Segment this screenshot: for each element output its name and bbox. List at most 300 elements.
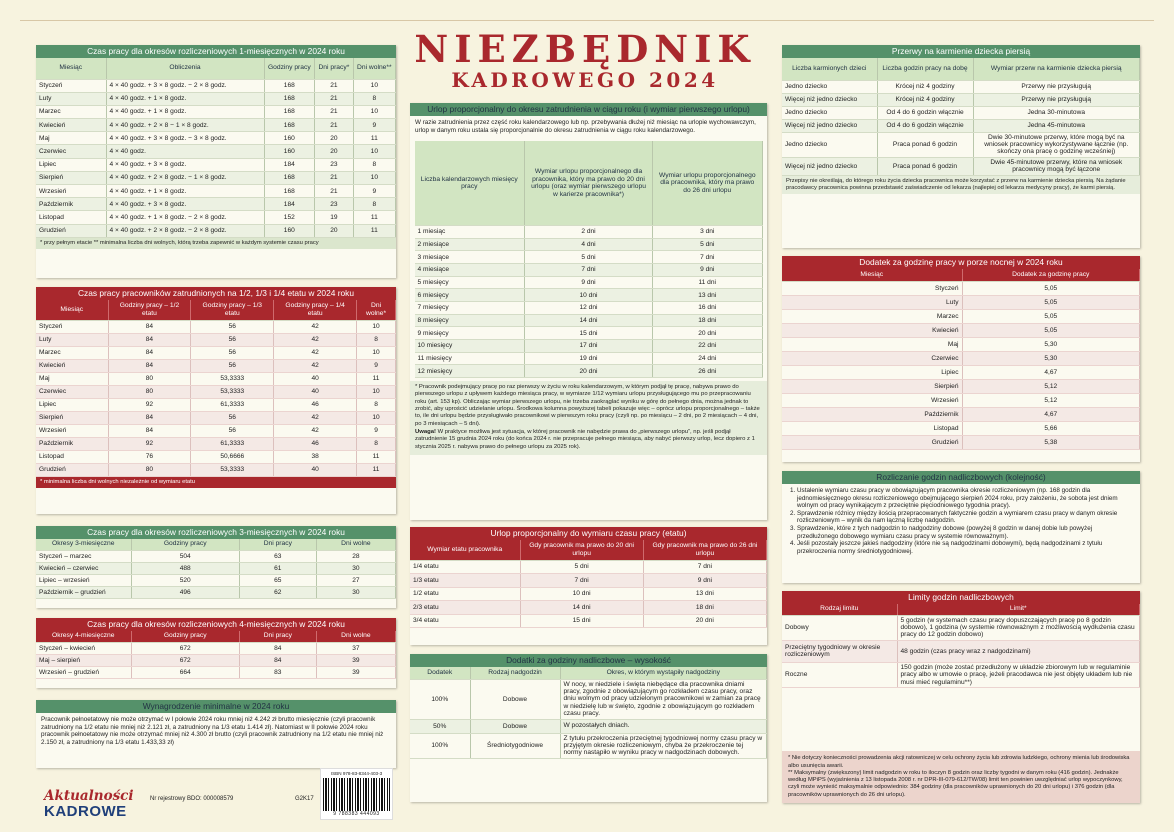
table-cell: 168	[264, 105, 315, 118]
table-cell: 9 dni	[653, 263, 763, 276]
table-row	[410, 601, 767, 615]
table-row	[782, 157, 1140, 175]
table-cell: Od 4 do 6 godzin włącznie	[877, 106, 973, 119]
table-row	[415, 340, 763, 353]
table-cell: 56	[191, 411, 274, 424]
panel-overtime-limits	[782, 591, 1140, 803]
table-cell: 16 dni	[653, 302, 763, 315]
table-cell: Styczeń – kwiecień	[36, 642, 131, 654]
table-cell: 83	[239, 666, 316, 678]
table-cell: Dobowy	[782, 615, 897, 640]
table-cell: 9 dni	[643, 574, 766, 588]
table-cell: 8	[357, 437, 396, 450]
column-header: Obliczenia	[106, 58, 264, 79]
table-cell: 37	[316, 642, 395, 654]
table-cell: 5,30	[962, 337, 1140, 351]
table-cell: Dobowe	[470, 719, 560, 733]
warning-label: Uwaga!	[415, 428, 436, 435]
product-code: G2K17	[295, 796, 314, 802]
column-header: Gdy pracownik ma prawo do 26 dni urlopu	[643, 540, 766, 560]
table-cell: 12 miesięcy	[415, 365, 525, 378]
leave-by-fte-table	[410, 540, 767, 628]
table-cell: 100%	[410, 679, 470, 719]
overtime-order-list	[782, 484, 1140, 558]
table-cell: Praca ponad 6 godzin	[877, 157, 973, 175]
top-divider	[20, 20, 1154, 21]
table-row	[782, 421, 1140, 435]
table-cell: 40	[274, 372, 357, 385]
table-cell: 4 × 40 godz. + 3 × 8 godz.	[106, 158, 264, 171]
table-cell: 672	[131, 642, 239, 654]
table-cell: 168	[264, 119, 315, 132]
table-cell: 4 × 40 godz. + 1 × 8 godz.	[106, 92, 264, 105]
table-cell: 10	[353, 105, 395, 118]
table-cell: 46	[274, 398, 357, 411]
table-row	[410, 574, 767, 588]
table-cell: 7 dni	[525, 263, 653, 276]
table-cell: 53,3333	[191, 372, 274, 385]
table-cell: Dobowe	[470, 679, 560, 719]
table-cell: Maj	[782, 337, 962, 351]
table-cell: 20	[315, 145, 354, 158]
table-cell: 9 dni	[525, 276, 653, 289]
table-cell: 56	[191, 346, 274, 359]
leave-footnote	[410, 381, 767, 455]
table-cell: Grudzień	[36, 463, 108, 476]
table-cell: 5,05	[962, 295, 1140, 309]
table-cell: 62	[239, 586, 316, 598]
table-cell: Kwiecień	[36, 359, 108, 372]
leave-note-1: * Pracownik podejmujący pracę po raz pierwszy w życiu w roku kalendarzowym, w którym podjął tę pracę, nabywa prawo do pierwszego urlopu z upływem każdego miesiąca pracy, w wymiarze 1/12 wymiaru urlopu przysługującego mu po przepracowaniu roku (art. 153 kp). Obliczając wymiar pierwszego urlopu, nie trzeba zaokrąglać wyniku w górę do pełnego dnia, można jednak to zrobić, aby uprościć udzielanie urlopu. Środkowa kolumna powyższej tabeli pokazuje więc – oprócz urlopu proporcjonalnego – także to, ile dni urlopu będzie przysługiwało pracownikowi w pierwszym roku pracy (czyli np. po miesiącu – 2 dni, po 2 miesiącach – 4 dni, po 3 miesiącach – 5 dni).	[415, 384, 760, 427]
table-row	[36, 411, 396, 424]
panel-title: Czas pracy pracowników zatrudnionych na 1/2, 1/3 i 1/4 etatu w 2024 roku	[36, 287, 396, 300]
table-cell: Marzec	[782, 309, 962, 323]
panel-leave-by-fte	[410, 527, 767, 645]
table-row	[36, 79, 396, 92]
table-cell: 520	[131, 574, 239, 586]
table-cell: Jedna 30-minutowa	[973, 106, 1140, 119]
table-row	[782, 662, 1140, 687]
table-cell: 160	[264, 224, 315, 237]
panel-monthly-hours	[36, 45, 396, 278]
table-cell: Lipiec	[36, 398, 108, 411]
panel-title: Dodatek za godzinę pracy w porze nocnej w 2024 roku	[782, 256, 1140, 269]
table-cell: 13 dni	[643, 587, 766, 601]
table-row	[782, 309, 1140, 323]
table-cell: 92	[108, 437, 191, 450]
table-row	[36, 145, 396, 158]
table-row	[782, 640, 1140, 662]
table-cell: 4 × 40 godz. + 3 × 8 godz. − 2 × 8 godz.	[106, 79, 264, 92]
proportional-leave-table	[415, 141, 763, 378]
table-cell: Wrzesień	[36, 424, 108, 437]
table-cell: 4 miesiące	[415, 263, 525, 276]
breastfeeding-note: Przepisy nie określają, do którego roku życia dziecka pracownica może korzystać z przerw na karmienie dziecka piersią. Na żądanie pracodawcy pracownica powinna przedstawić zaświadczenie od lekarza (najlepiej od lekarza medycyny pracy), że karmi piersią.	[782, 176, 1140, 195]
table-cell: 42	[274, 424, 357, 437]
column-header: Okres, w którym wystąpiły nadgodziny	[560, 667, 767, 679]
table-cell: 160	[264, 145, 315, 158]
table-cell: 10	[357, 346, 396, 359]
table-cell: 42	[274, 346, 357, 359]
isbn-text: ISBN 978-83-8344-403-3	[330, 771, 383, 776]
table-cell: 5,66	[962, 421, 1140, 435]
table-row	[36, 654, 396, 666]
table-cell: Październik	[36, 198, 106, 211]
table-cell: 1/4 etatu	[410, 560, 520, 574]
table-cell: 9	[357, 424, 396, 437]
table-row	[36, 119, 396, 132]
table-cell: 11	[357, 372, 396, 385]
column-header: Wymiar urlopu proporcjonalnego dla pracownika, który ma prawo do 26 dni urlopu	[653, 141, 763, 225]
table-row	[36, 550, 396, 562]
table-cell: 84	[239, 654, 316, 666]
table-cell: 20	[315, 224, 354, 237]
table-cell: 4 × 40 godz. + 2 × 8 godz. − 1 × 8 godz.	[106, 171, 264, 184]
logo-line-1: Aktualności	[44, 788, 134, 804]
table-cell: 168	[264, 92, 315, 105]
table-cell: 4 × 40 godz. + 1 × 8 godz.	[106, 185, 264, 198]
overtime-pay-table	[410, 667, 767, 759]
table-cell: Styczeń	[36, 320, 108, 333]
table-row	[415, 365, 763, 378]
table-row	[782, 435, 1140, 449]
table-cell: 76	[108, 450, 191, 463]
table-row	[36, 333, 396, 346]
table-row	[36, 666, 396, 678]
table-cell: 21	[315, 79, 354, 92]
table-cell: Przerwy nie przysługują	[973, 80, 1140, 93]
table-cell: 10 dni	[520, 587, 643, 601]
table-cell: 5 dni	[653, 238, 763, 251]
table-cell: 7 dni	[653, 251, 763, 264]
table-cell: 4 × 40 godz. + 2 × 8 godz. − 2 × 8 godz.	[106, 224, 264, 237]
intro-text: W razie zatrudnienia przez część roku kalendarzowego lub np. przebywania dłużej niż miesiąc na urlopie wychowawczym, urlop w danym roku ustala się proporcjonalnie do okresu zatrudnienia w ciągu roku kalendarzowego.	[415, 119, 756, 134]
list-item: 1. Ustalenie wymiaru czasu pracy w obowiązującym pracownika okresie rozliczeniowym (np. 168 godzin dla jednomiesięcznego okresu rozliczeniowego obejmującego sierpień 2024 roku, przy założeniu, że sobota jest dniem wolnym od pracy wynikającym z przeciętnie pięciodniowego tygodnia pracy).	[797, 487, 1135, 510]
column-header: Godziny pracy	[131, 631, 239, 642]
table-cell: Dwie 45-minutowe przerwy, które na wniosek pracownicy mogą być łączone	[973, 157, 1140, 175]
table-cell: 9 miesięcy	[415, 327, 525, 340]
table-row	[782, 80, 1140, 93]
column-header: Rodzaj nadgodzin	[470, 667, 560, 679]
table-cell: Jedno dziecko	[782, 80, 877, 93]
table-row	[36, 586, 396, 598]
table-row	[410, 560, 767, 574]
table-cell: 5,05	[962, 309, 1140, 323]
table-cell: 14 dni	[520, 601, 643, 615]
column-header: Liczba godzin pracy na dobę	[877, 58, 973, 80]
table-cell: Luty	[36, 333, 108, 346]
table-cell: 2 dni	[525, 225, 653, 238]
table-row	[782, 379, 1140, 393]
panel-title: Dodatki za godziny nadliczbowe – wysokość	[410, 654, 767, 667]
table-row	[415, 327, 763, 340]
table-cell: 27	[316, 574, 395, 586]
table-cell: 10	[353, 79, 395, 92]
table-row	[782, 615, 1140, 640]
table-row	[782, 393, 1140, 407]
table-cell: Jedno dziecko	[782, 106, 877, 119]
table-cell: 1/2 etatu	[410, 587, 520, 601]
table-cell: 38	[274, 450, 357, 463]
column-header: Miesiąc	[36, 58, 106, 79]
table-row	[415, 302, 763, 315]
table-cell: 4 dni	[525, 238, 653, 251]
table-row	[415, 314, 763, 327]
table-row	[782, 407, 1140, 421]
list-item: 4. Jeśli pozostały jeszcze jakieś nadgodziny (które nie są nadgodzinami dobowymi), będą nadgodzinami z tytułu przekroczenia normy średniotygodniowej.	[797, 540, 1135, 555]
table-row	[782, 119, 1140, 132]
table-row	[36, 185, 396, 198]
column-header: Rodzaj limitu	[782, 604, 897, 615]
table-row	[410, 679, 767, 719]
table-row	[415, 263, 763, 276]
table-row	[782, 132, 1140, 157]
table-cell: 7 miesięcy	[415, 302, 525, 315]
table-row	[36, 359, 396, 372]
table-cell: Maj – sierpień	[36, 654, 131, 666]
table-cell: 11	[353, 224, 395, 237]
table-cell: 20	[315, 132, 354, 145]
table-cell: 5 dni	[525, 251, 653, 264]
table-cell: 61,3333	[191, 398, 274, 411]
table-cell: 4,67	[962, 365, 1140, 379]
table-row	[36, 463, 396, 476]
table-cell: 3 dni	[653, 225, 763, 238]
table-cell: Jedna 45-minutowa	[973, 119, 1140, 132]
table-cell: Marzec	[36, 105, 106, 118]
table-row	[782, 323, 1140, 337]
panel-3month-hours	[36, 526, 396, 608]
table-row	[410, 614, 767, 628]
table-cell: 84	[108, 411, 191, 424]
table-cell: 23	[315, 198, 354, 211]
table-row	[410, 733, 767, 758]
panel-title: Limity godzin nadliczbowych	[782, 591, 1140, 604]
table-cell: 10 dni	[525, 289, 653, 302]
table-cell: Wrzesień – grudzień	[36, 666, 131, 678]
table-cell: Maj	[36, 132, 106, 145]
list-item: 2. Sprawdzenie różnicy między ilością przepracowanych faktycznie godzin a wymiarem czasu pracy w danym okresie rozliczeniowym – wynik da nam łączną liczbę nadgodzin.	[797, 510, 1135, 525]
table-cell: 4 × 40 godz. + 3 × 8 godz. − 3 × 8 godz.	[106, 132, 264, 145]
table-row	[36, 642, 396, 654]
table-cell: 168	[264, 185, 315, 198]
table-cell: 20 dni	[525, 365, 653, 378]
table-cell: Kwiecień	[782, 323, 962, 337]
table-row	[415, 276, 763, 289]
column-header: Miesiąc	[36, 300, 108, 320]
table-cell: 9	[353, 119, 395, 132]
table-cell: 5,12	[962, 393, 1140, 407]
table-cell: 10	[353, 171, 395, 184]
night-allowance-table	[782, 269, 1140, 450]
table-cell: 5,12	[962, 379, 1140, 393]
table-cell: 19 dni	[525, 352, 653, 365]
table-row	[36, 224, 396, 237]
table-cell: Od 4 do 6 godzin włącznie	[877, 119, 973, 132]
table-cell: Październik – grudzień	[36, 586, 131, 598]
table-cell: 24 dni	[653, 352, 763, 365]
table-cell: 20 dni	[653, 327, 763, 340]
table-cell: 8	[353, 198, 395, 211]
panel-title: Czas pracy dla okresów rozliczeniowych 1-miesięcznych w 2024 roku	[36, 45, 396, 58]
table-cell: 8	[353, 92, 395, 105]
table-cell: 53,3333	[191, 385, 274, 398]
table-cell: 5,38	[962, 435, 1140, 449]
table-cell: Listopad	[782, 421, 962, 435]
table-cell: 80	[108, 372, 191, 385]
table-cell: 12 dni	[525, 302, 653, 315]
table-cell: 1 miesiąc	[415, 225, 525, 238]
table-cell: Marzec	[36, 346, 108, 359]
table-cell: Listopad	[36, 211, 106, 224]
table-cell: 11 dni	[653, 276, 763, 289]
table-cell: 65	[239, 574, 316, 586]
table-row	[36, 385, 396, 398]
column-header: Godziny pracy – 1/4 etatu	[274, 300, 357, 320]
table-cell: Lipiec	[36, 158, 106, 171]
panel-title: Czas pracy dla okresów rozliczeniowych 4-miesięcznych w 2024 roku	[36, 618, 396, 631]
table-cell: Jedno dziecko	[782, 132, 877, 157]
part-time-table	[36, 300, 396, 477]
table-row	[36, 158, 396, 171]
table-cell: 15 dni	[525, 327, 653, 340]
table-footnote: * minimalna liczba dni wolnych niezależnie od wymiaru etatu	[36, 477, 396, 488]
table-row	[36, 574, 396, 586]
table-cell: 63	[239, 550, 316, 562]
table-cell: 46	[274, 437, 357, 450]
publisher-logo	[44, 788, 134, 819]
table-cell: 42	[274, 333, 357, 346]
table-cell: 8	[353, 158, 395, 171]
table-row	[782, 365, 1140, 379]
table-cell: 61	[239, 562, 316, 574]
table-cell: 11	[353, 211, 395, 224]
table-cell: 168	[264, 171, 315, 184]
table-cell: Z tytułu przekroczenia przeciętnej tygodniowej normy czasu pracy w przyjętym okresie rozliczeniowym, chyba że przekroczenie tej normy nastąpiło w wyniku pracy w nadgodzinach dobowych.	[560, 733, 767, 758]
barcode-number: 9 788383 444093	[333, 811, 380, 817]
table-footnote: * przy pełnym etacie ** minimalna liczba dni wolnych, którą trzeba zapewnić w każdym systemie czasu pracy	[36, 238, 396, 249]
table-cell: 30	[316, 562, 395, 574]
table-cell: 80	[108, 385, 191, 398]
table-cell: 9	[357, 359, 396, 372]
table-cell: Sierpień	[36, 411, 108, 424]
table-row	[36, 320, 396, 333]
table-cell: Lipiec – wrzesień	[36, 574, 131, 586]
column-header: Wymiar urlopu proporcjonalnego dla pracownika, który ma prawo do 20 dni urlopu (oraz wymiar pierwszego urlopu w karierze pracownika*)	[525, 141, 653, 225]
column-header: Gdy pracownik ma prawo do 20 dni urlopu	[520, 540, 643, 560]
table-cell: 21	[315, 185, 354, 198]
table-cell: 80	[108, 463, 191, 476]
table-row	[415, 251, 763, 264]
table-cell: 40	[274, 385, 357, 398]
table-cell: Czerwiec	[36, 145, 106, 158]
panel-4month-hours	[36, 618, 396, 688]
column-header: Dni pracy*	[315, 58, 354, 79]
table-cell: 56	[191, 333, 274, 346]
table-cell: 4 × 40 godz. + 1 × 8 godz.	[106, 105, 264, 118]
table-cell: 10	[357, 385, 396, 398]
table-cell: 8	[357, 398, 396, 411]
table-cell: 168	[264, 79, 315, 92]
table-cell: 84	[108, 359, 191, 372]
table-cell: 42	[274, 320, 357, 333]
table-cell: 30	[316, 586, 395, 598]
table-cell: 11	[353, 132, 395, 145]
table-cell: 100%	[410, 733, 470, 758]
table-cell: Styczeń – marzec	[36, 550, 131, 562]
table-cell: 20 dni	[643, 614, 766, 628]
table-cell: 5,05	[962, 323, 1140, 337]
table-cell: 84	[108, 333, 191, 346]
table-cell: 56	[191, 424, 274, 437]
minimum-wage-text: Pracownik pełnoetatowy nie może otrzymać w I połowie 2024 roku mniej niż 4.242 zł brutto miesięcznie (czyli pracownik zatrudniony na 1/2 etatu nie mniej niż 2.121 zł, a zatrudniony na 1/3 etatu 1.414 zł). Natomiast w II połowie 2024 roku pracownik pełnoetatowy nie może otrzymać mniej niż 4.300 zł brutto (czyli pracownik zatrudniony na 1/2 etatu nie mniej niż 2.150 zł, a zatrudniony na 1/3 etatu 1.433,33 zł)	[41, 716, 384, 747]
barcode	[320, 768, 393, 820]
table-cell: 2 miesiące	[415, 238, 525, 251]
table-cell: 11	[357, 450, 396, 463]
table-cell: 15 dni	[520, 614, 643, 628]
column-header: Dodatek za godzinę pracy	[962, 269, 1140, 281]
table-cell: 8	[357, 333, 396, 346]
table-cell: Kwiecień	[36, 119, 106, 132]
table-cell: Dwie 30-minutowe przerwy, które mogą być na wniosek pracownicy wykorzystywane łącznie (np. skończy ona pracę o godzinę wcześniej)	[973, 132, 1140, 157]
table-cell: 10 miesięcy	[415, 340, 525, 353]
3month-table	[36, 539, 396, 599]
4month-table	[36, 631, 396, 679]
table-cell: Czerwiec	[36, 385, 108, 398]
logo-line-2: KADROWE	[44, 803, 127, 820]
column-header: Dodatek	[410, 667, 470, 679]
table-cell: 23	[315, 158, 354, 171]
table-cell: 3/4 etatu	[410, 614, 520, 628]
panel-night-allowance	[782, 256, 1140, 462]
table-cell: 21	[315, 92, 354, 105]
title-line-2: KADROWEGO 2024	[451, 68, 719, 92]
table-cell: Listopad	[36, 450, 108, 463]
list-item: 3. Sprawdzenie, które z tych nadgodzin to nadgodziny dobowe (powyżej 8 godzin w danej dobie lub powyżej przedłużonego dobowego wymiaru czasu pracy w systemie równoważnym).	[797, 525, 1135, 540]
table-row	[36, 450, 396, 463]
column-header: Godziny pracy – 1/3 etatu	[191, 300, 274, 320]
table-cell: 184	[264, 158, 315, 171]
table-cell: 4 × 40 godz. + 2 × 8 − 1 × 8 godz.	[106, 119, 264, 132]
table-cell: 92	[108, 398, 191, 411]
column-header: Godziny pracy – 1/2 etatu	[108, 300, 191, 320]
table-row	[36, 198, 396, 211]
table-cell: 42	[274, 411, 357, 424]
table-cell: 39	[316, 654, 395, 666]
table-cell: 7 dni	[643, 560, 766, 574]
table-cell: 150 godzin (może zostać przedłużony w układzie zbiorowym lub w regulaminie pracy albo w umowie o pracę, jeżeli pracodawca nie jest objęty układem lub nie musi mieć regulaminu**)	[897, 662, 1140, 687]
panel-title: Rozliczanie godzin nadliczbowych (kolejność)	[782, 471, 1140, 484]
panel-proportional-leave	[410, 103, 767, 520]
table-cell: Praca ponad 6 godzin	[877, 132, 973, 157]
table-cell: 28	[316, 550, 395, 562]
table-row	[415, 352, 763, 365]
table-row	[415, 289, 763, 302]
table-cell: Styczeń	[36, 79, 106, 92]
table-cell: Sierpień	[36, 171, 106, 184]
table-row	[410, 587, 767, 601]
table-cell: 10	[357, 411, 396, 424]
table-row	[415, 225, 763, 238]
table-cell: Październik	[782, 407, 962, 421]
table-cell: 84	[108, 346, 191, 359]
table-cell: 18 dni	[643, 601, 766, 615]
page-title	[400, 27, 770, 92]
table-cell: 504	[131, 550, 239, 562]
table-cell: 14 dni	[525, 314, 653, 327]
column-header: Limit*	[897, 604, 1140, 615]
table-cell: Grudzień	[782, 435, 962, 449]
